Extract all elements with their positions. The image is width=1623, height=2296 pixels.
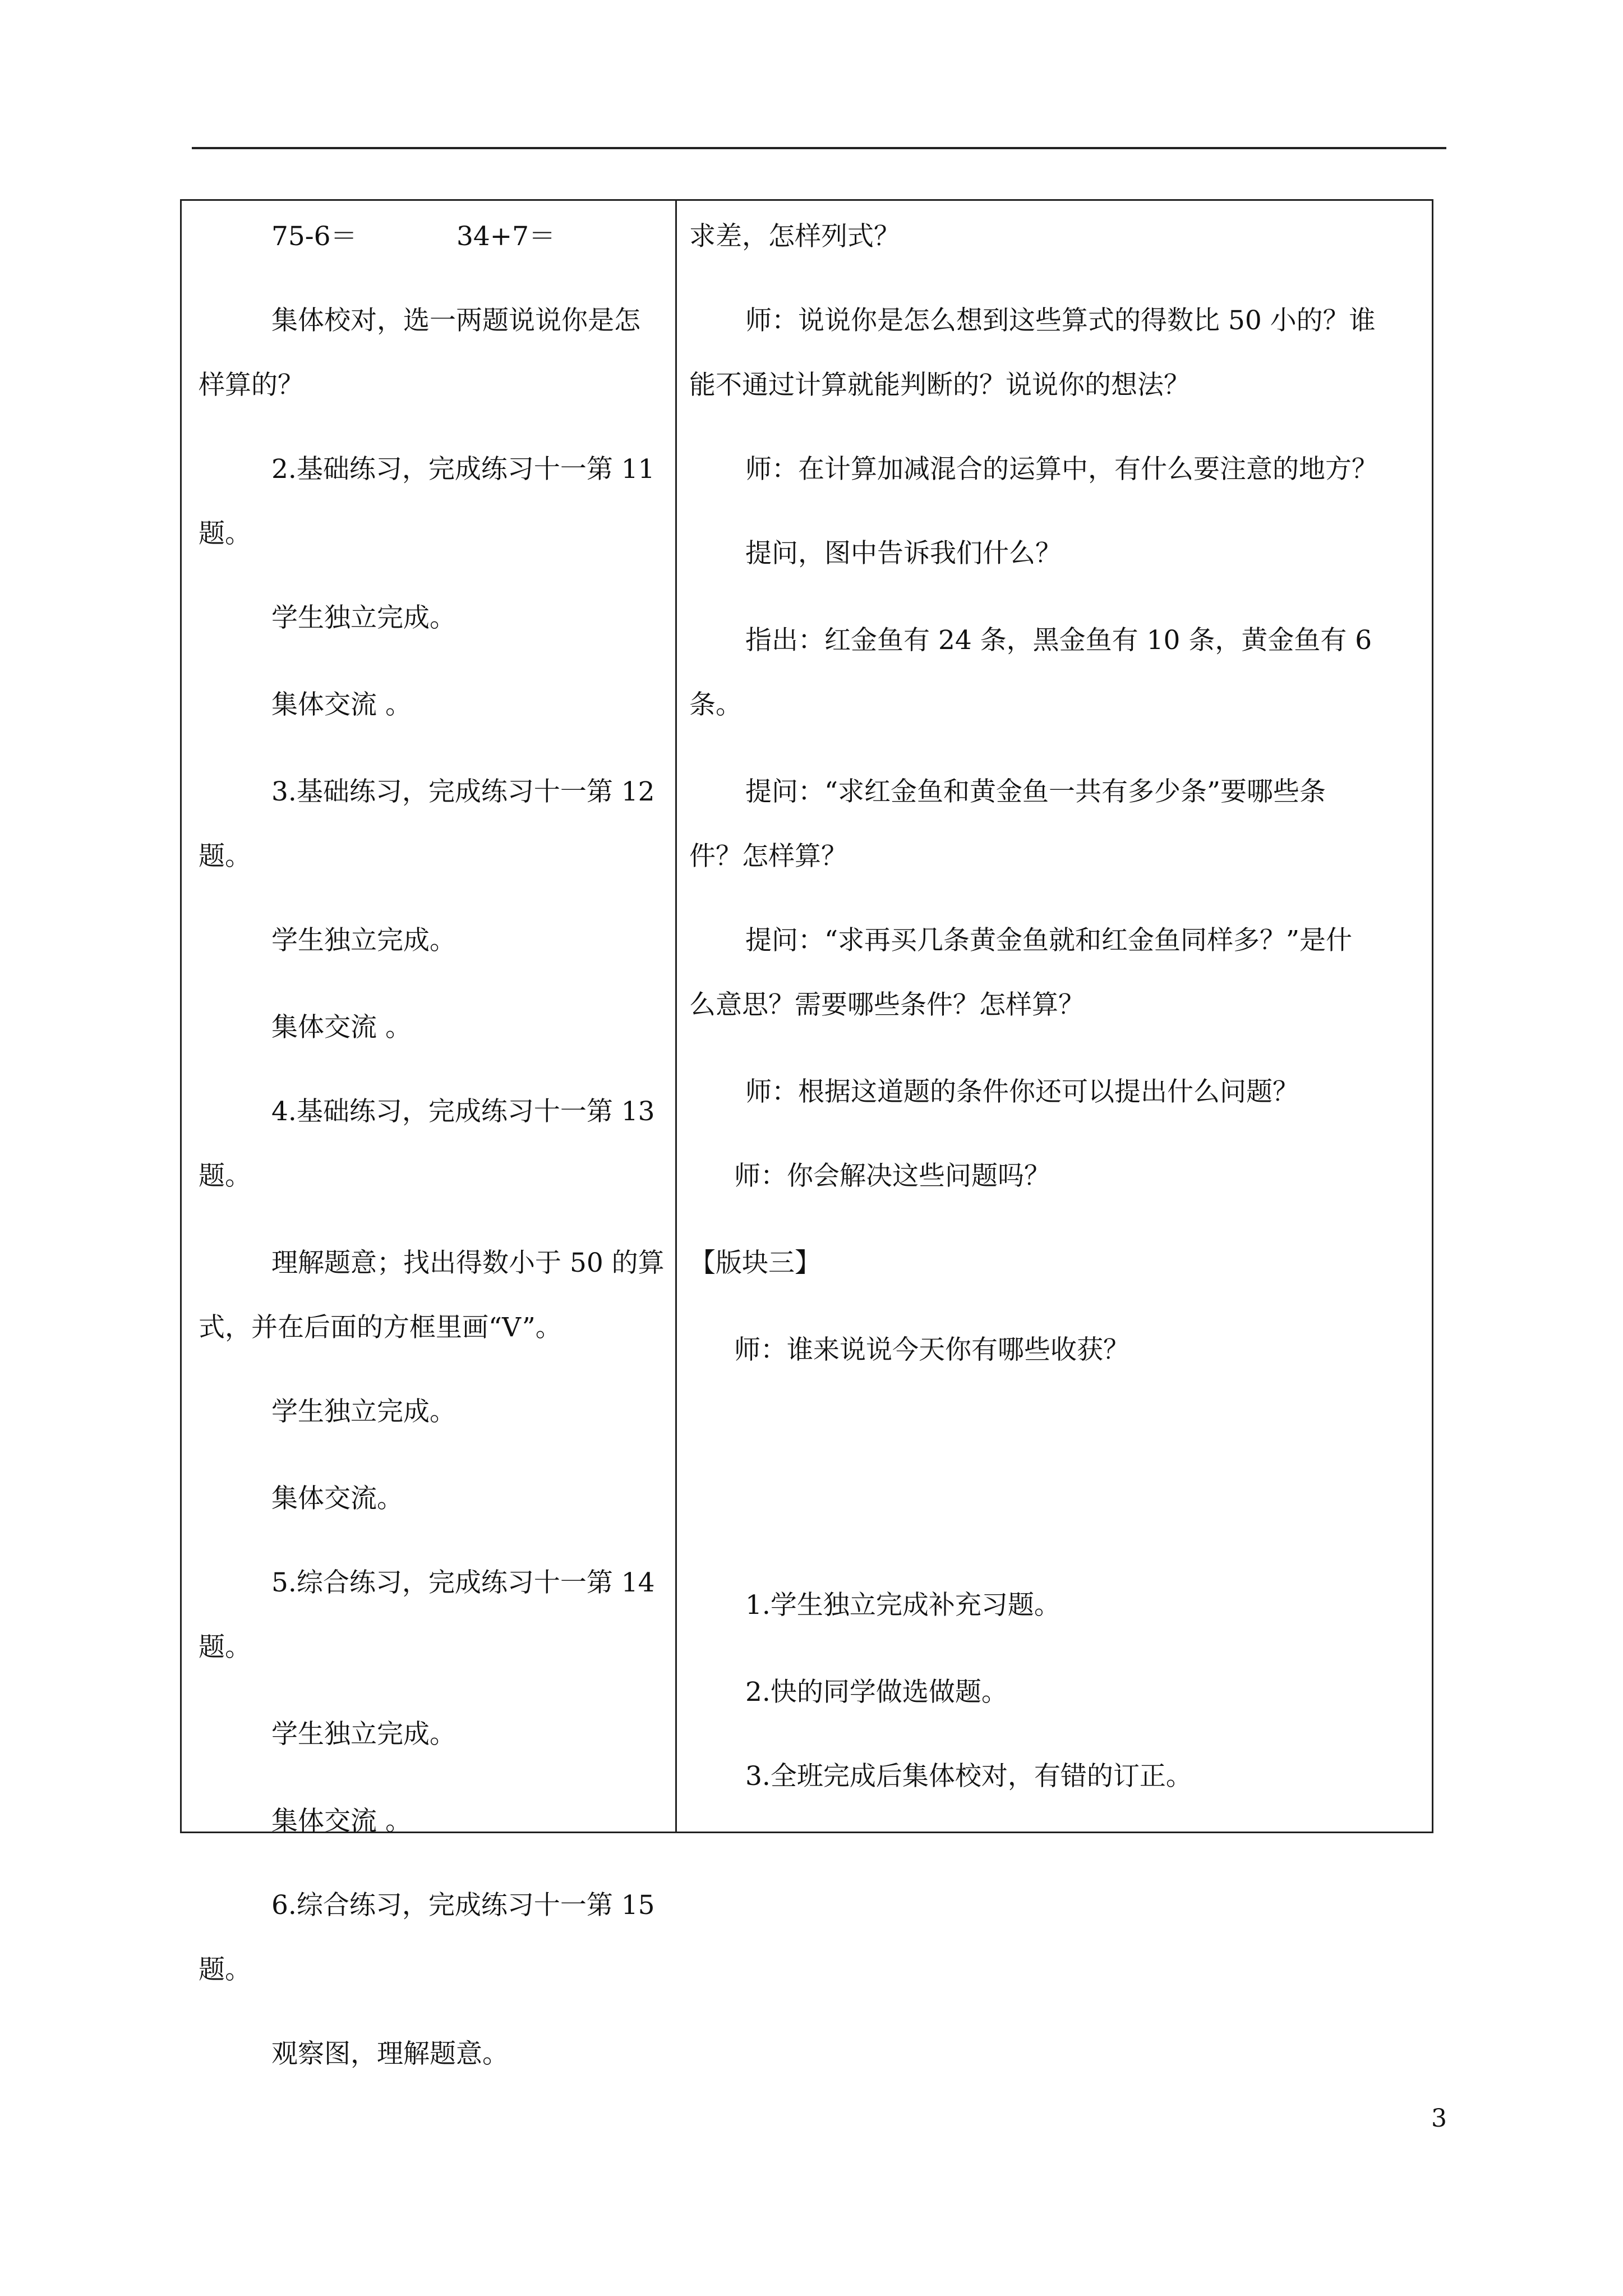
text-line: 提问：“求再买几条黄金鱼就和红金鱼同样多？”是什 <box>745 925 1353 956</box>
text-line: 4.基础练习，完成练习十一第 13 <box>271 1096 655 1127</box>
text-line: 条。 <box>689 689 742 720</box>
column-divider <box>675 201 677 1832</box>
text-line: 集体交流 。 <box>271 1012 412 1043</box>
text-line: 集体交流。 <box>271 1483 403 1514</box>
text-line: 师：根据这道题的条件你还可以提出什么问题？ <box>745 1076 1299 1107</box>
text-line: 学生独立完成。 <box>271 925 456 956</box>
text-line: 集体校对，选一两题说说你是怎 <box>271 305 640 336</box>
text-line: 师：说说你是怎么想到这些算式的得数比 50 小的？谁 <box>745 305 1376 336</box>
text-line: 式，并在后面的方框里画“V”。 <box>199 1312 562 1343</box>
text-line: 6.综合练习，完成练习十一第 15 <box>271 1890 655 1921</box>
text-line: 3.全班完成后集体校对，有错的订正。 <box>745 1761 1192 1792</box>
text-line: 题。 <box>199 518 251 549</box>
text-line: 指出：红金鱼有 24 条，黑金鱼有 10 条，黄金鱼有 6 <box>745 625 1372 656</box>
lesson-table <box>180 199 1433 2069</box>
text-line: 题。 <box>199 1632 251 1663</box>
text-line: 题。 <box>199 1954 251 1985</box>
text-line: 么意思？需要哪些条件？怎样算？ <box>689 990 1085 1020</box>
text-line: 学生独立完成。 <box>271 602 456 633</box>
text-line: 5.综合练习，完成练习十一第 14 <box>271 1567 655 1598</box>
text-line: 师：在计算加减混合的运算中，有什么要注意的地方？ <box>745 454 1378 485</box>
text-line: 题。 <box>199 1161 251 1191</box>
text-line: 34+7＝ <box>457 221 556 252</box>
text-line: 能不通过计算就能判断的？说说你的想法？ <box>689 370 1190 401</box>
header-rule <box>192 147 1446 149</box>
text-line: 师：你会解决这些问题吗？ <box>734 1161 1050 1191</box>
text-line: 理解题意；找出得数小于 50 的算 <box>271 1248 665 1278</box>
text-line: 学生独立完成。 <box>271 1396 456 1427</box>
text-line: 集体交流 。 <box>271 1806 412 1837</box>
page-number: 3 <box>1431 2104 1447 2133</box>
text-line: 提问，图中告诉我们什么？ <box>745 538 1062 569</box>
text-line: 样算的？ <box>199 370 304 401</box>
text-line: 件？怎样算？ <box>689 841 847 872</box>
text-line: 集体交流 。 <box>271 689 412 720</box>
text-line: 学生独立完成。 <box>271 1719 456 1750</box>
text-line: 1.学生独立完成补充习题。 <box>745 1590 1061 1621</box>
text-line: 2.快的同学做选做题。 <box>745 1677 1008 1708</box>
text-line: 75-6＝ <box>271 221 357 252</box>
text-line: 求差，怎样列式？ <box>689 221 900 252</box>
text-line: 观察图，理解题意。 <box>271 2039 509 2069</box>
text-line: 3.基础练习，完成练习十一第 12 <box>271 776 655 807</box>
text-line: 【版块三】 <box>689 1248 821 1278</box>
text-line: 2.基础练习，完成练习十一第 11 <box>271 454 655 485</box>
text-line: 提问：“求红金鱼和黄金鱼一共有多少条”要哪些条 <box>745 776 1326 807</box>
text-line: 师：谁来说说今天你有哪些收获？ <box>734 1335 1129 1365</box>
text-line: 题。 <box>199 841 251 872</box>
